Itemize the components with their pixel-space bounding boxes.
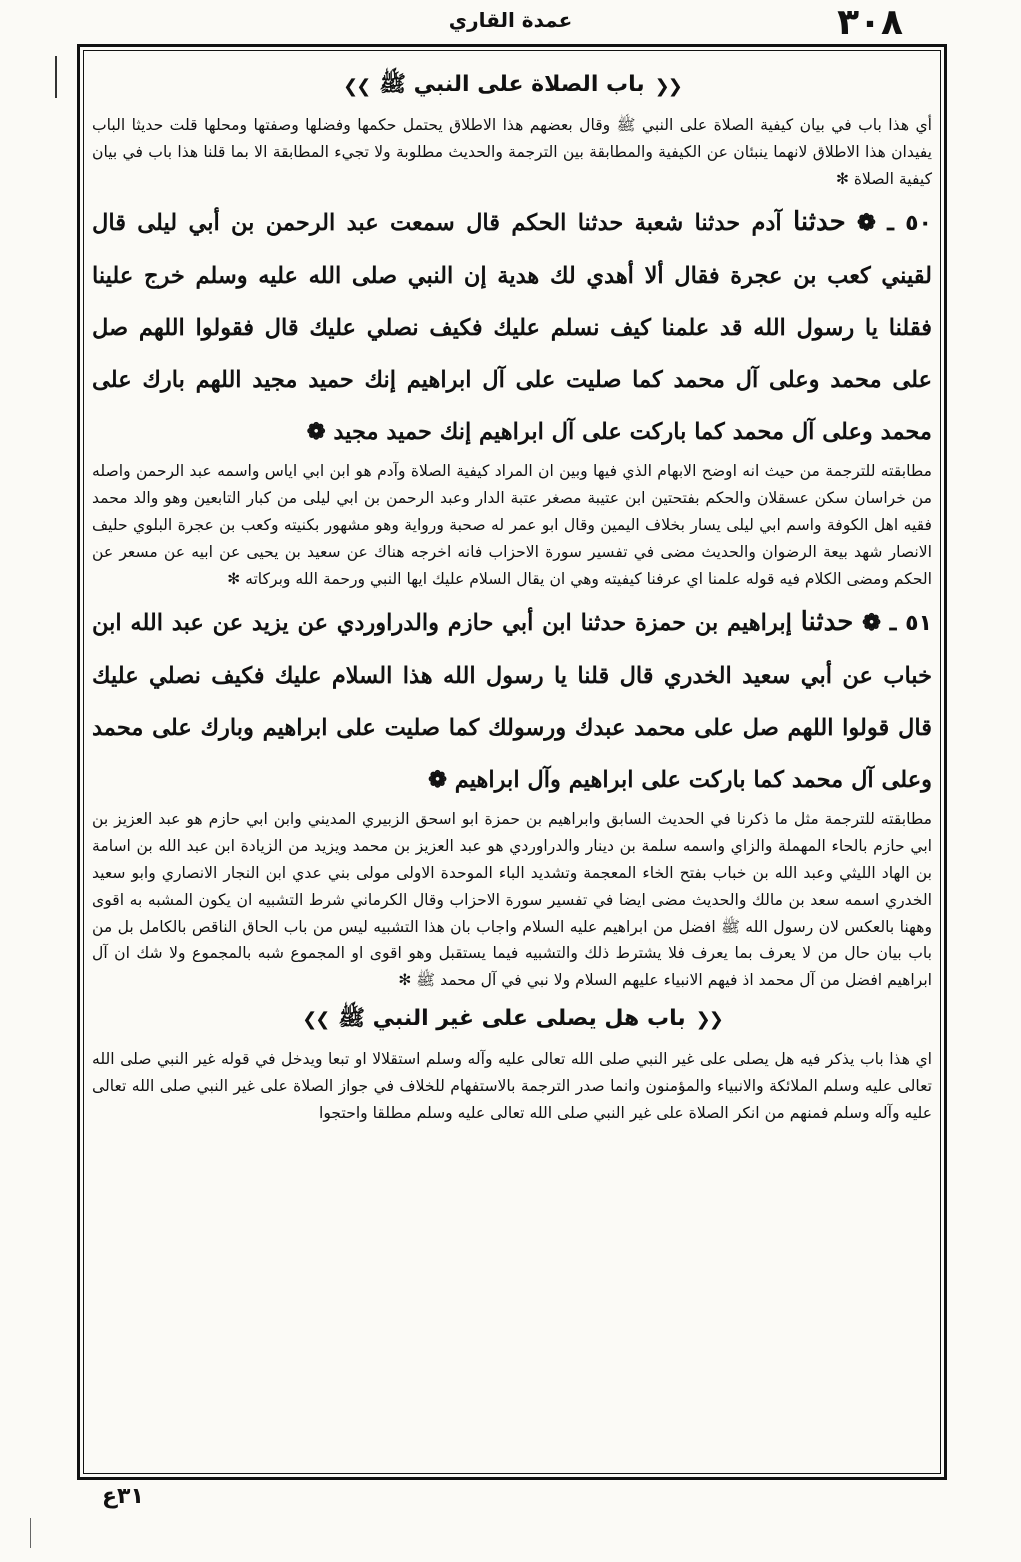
- signature-mark: ٣١ع: [102, 1484, 144, 1509]
- margin-mark: [30, 1518, 31, 1548]
- ornament-icon: ❯❯: [302, 1009, 329, 1031]
- margin-mark: [55, 56, 57, 98]
- hadith-text: إبراهيم بن حمزة حدثنا ابن أبي حازم والدراوردي عن يزيد عن عبد الله ابن خباب عن أبي سعيد الخدري قال قلنا يا رسول الله هذا السلام عليك فكيف نصلي عليك قال قولوا اللهم صل على محمد عبدك ورسولك كما صليت على ابراهيم وبارك على محمد وعلى آل محمد كما باركت على ابراهيم وآل ابراهيم ❁: [92, 610, 932, 794]
- page-header: [0, 0, 1021, 46]
- chapter-intro: أي هذا باب في بيان كيفية الصلاة على النبي ﷺ وقال بعضهم هذا الاطلاق يحتمل حكمها وفضلها وصفتها ومحلها قلت حديثا الباب يفيدان هذا الاطلاق لانهما ينبئان عن الكيفية والمطابقة بين الترجمة والحديث مطلوبة ولا تجيء المطابقة الا بما قلنا هذا باب في بيان كيفية الصلاة ✻: [92, 116, 932, 188]
- running-title: عمدة القاري: [448, 8, 573, 32]
- ornament-icon: ❯❯: [343, 75, 370, 97]
- hadith-label: حدثنا: [792, 207, 846, 238]
- hadith-commentary: مطابقته للترجمة مثل ما ذكرنا في الحديث السابق وابراهيم بن حمزة ابو اسحق الزبيري المديني وابن ابي حازم هو عبد العزيز بن ابي حازم بالحاء المهملة والزاي واسمه سلمة بن دينار والدراوردي هو عبد العزيز بن محمد ويزيد من الزيادة ابن عبد الله بن اسامة بن الهاد الليثي وعبد الله بن خباب بفتح الخاء المعجمة وتشديد الباء الموحدة الاولى مولى بني عدي ابن النجار الانصاري وابو سعيد الخدري اسمه سعد بن مالك والحديث مضى ايضا في تفسير سورة الاحزاب وقال الكرماني شرط التشبيه ان يكون المشبه به اقوى وههنا بالعكس لان رسول الله ﷺ افضل من ابراهيم عليه السلام واجاب بان هذا التشبيه ليس من باب الحاق الناقص بالكامل بل من باب بيان حال من لا يعرف بما يعرف فلا يشترط ذلك والتشبيه فيما يستقبل وهو اقوى او المجموع شبه بالمجموع ولا شك ان آل ابراهيم افضل من آل محمد اذ فيهم الانبياء عليهم السلام ولا نبي في آل محمد ﷺ ✻: [92, 810, 932, 990]
- hadith-text: آدم حدثنا شعبة حدثنا الحكم قال سمعت عبد الرحمن بن أبي ليلى قال لقيني كعب بن عجرة فقال ألا أهدي لك هدية إن النبي صلى الله عليه وسلم خرج علينا فقلنا يا رسول الله قد علمنا كيف نسلم عليك فكيف نصلي عليك قال فقولوا اللهم صل على محمد وعلى آل محمد كما صليت على آل ابراهيم إنك حميد مجيد اللهم بارك على محمد وعلى آل محمد كما باركت على آل ابراهيم إنك حميد مجيد ❁: [92, 210, 932, 446]
- hadith-commentary: مطابقته للترجمة من حيث انه اوضح الابهام الذي فيها وبين ان المراد كيفية الصلاة وآدم هو ابن ابي اياس واسمه عبد الرحمن واصله من خراسان سكن عسقلان والحكم بفتحتين ابن عتيبة مصغر عتبة الدار وعبد الرحمن بن ابي ليلى من كبار التابعين وهو والد محمد فقيه اهل الكوفة واسم ابي ليلى يسار بخلاف اليمين وقال ابو عمر له صحبة ورواية وهو مشهور بكنيته وكعب بن عجرة البلوي حليف الانصار شهد بيعة الرضوان والحديث مضى في تفسير سورة الاحزاب فانه اخرجه هناك عن سعيد بن يحيى عن ابيه عن مسعر عن الحكم ومضى الكلام فيه قوله علمنا اي عرفنا كيفيته وهي ان يقال السلام عليك ايها النبي ورحمة الله وبركاته ✻: [92, 462, 932, 588]
- chapter-commentary: اي هذا باب يذكر فيه هل يصلى على غير النبي صلى الله تعالى عليه وآله وسلم استقلالا او تبعا ويدخل في قوله غير النبي صلى الله تعالى عليه وسلم الملائكة والانبياء والمؤمنون وانما صدر الترجمة بالاستفهام للخلاف في جواز الصلاة على غير النبي صلى الله تعالى عليه وآله وسلم فمنهم من انكر الصلاة على غير النبي صلى الله تعالى عليه وسلم مطلقا واحتجوا: [92, 1049, 932, 1122]
- chapter-heading: [92, 60, 932, 112]
- chapter-title: باب الصلاة على النبي ﷺ: [379, 72, 645, 97]
- hadith-number: ٥٠: [905, 211, 932, 237]
- chapter-title: باب هل يصلى على غير النبي ﷺ: [338, 1005, 686, 1031]
- ornament-icon: ❮❮: [654, 75, 681, 97]
- hadith-block: ٥٠ ـ ❁ حدثنا آدم حدثنا شعبة حدثنا الحكم قال سمعت عبد الرحمن بن أبي ليلى قال لقيني كعب بن عجرة فقال ألا أهدي لك هدية إن النبي صلى الله عليه وسلم خرج علينا فقلنا يا رسول الله قد علمنا كيف نسلم عليك فكيف نصلي عليك قال فقولوا اللهم صل على محمد وعلى آل محمد كما صليت على آل ابراهيم إنك حميد مجيد اللهم بارك على محمد وعلى آل محمد كما باركت على آل ابراهيم إنك حميد مجيد ❁: [92, 207, 932, 446]
- hadith-label: حدثنا: [800, 607, 854, 638]
- page-body: [92, 60, 932, 1468]
- ornament-icon: ❮❮: [695, 1009, 722, 1031]
- hadith-number: ٥١: [905, 611, 932, 637]
- chapter-heading: [92, 994, 932, 1046]
- hadith-block: ٥١ ـ ❁ حدثنا إبراهيم بن حمزة حدثنا ابن أبي حازم والدراوردي عن يزيد عن عبد الله ابن خباب عن أبي سعيد الخدري قال قلنا يا رسول الله هذا السلام عليك فكيف نصلي عليك قال قولوا اللهم صل على محمد عبدك ورسولك كما صليت على ابراهيم وبارك على محمد وعلى آل محمد كما باركت على ابراهيم وآل ابراهيم ❁: [92, 607, 932, 794]
- page-number: ٣٠٨: [837, 2, 903, 43]
